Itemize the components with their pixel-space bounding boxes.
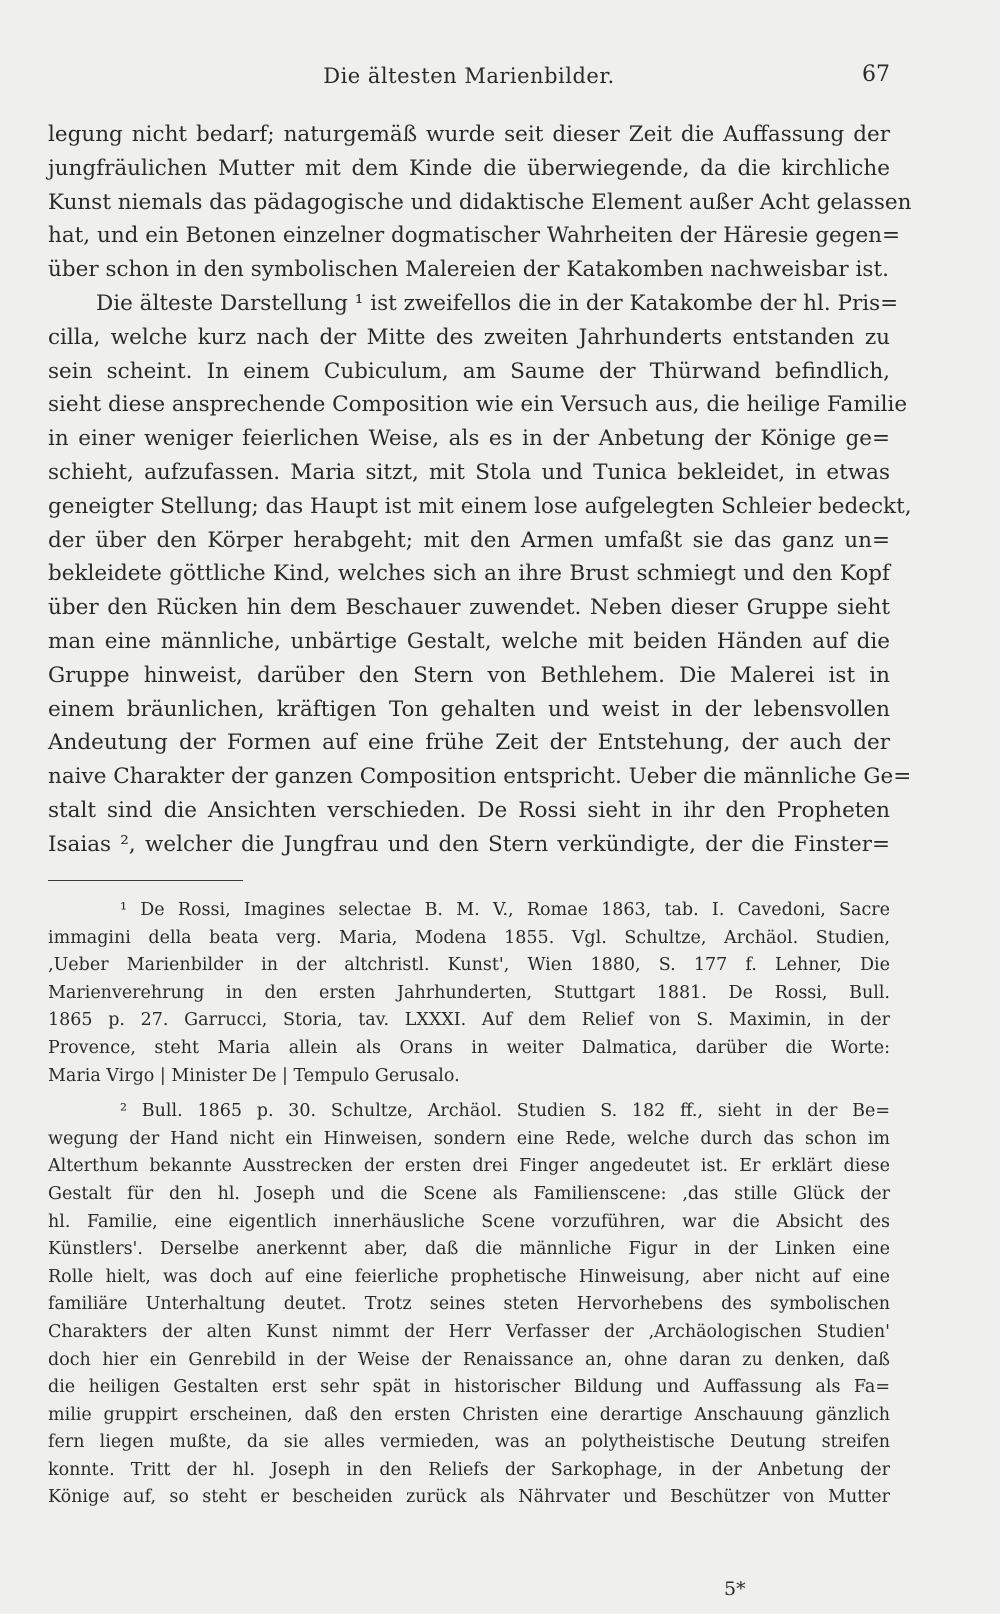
text-line: über den Rücken hin dem Beschauer zuwendet. Neben dieser Gruppe sieht [48,595,890,621]
footnote-line: 1865 p. 27. Garrucci, Storia, tav. LXXXI. Auf dem Relief von S. Maximin, in der [48,1010,890,1031]
text-line: sieht diese ansprechende Composition wie ein Versuch aus, die heilige Familie [48,392,908,418]
page-header [48,58,890,98]
text-line: in einer weniger feierlichen Weise, als es in der Anbetung der Könige ge= [48,426,890,452]
text-line: Gruppe hinweist, darüber den Stern von Bethlehem. Die Malerei ist in [48,662,890,688]
footnote-line: Provence, steht Maria allein als Orans in weiter Dalmatica, darüber die Worte: [48,1037,890,1058]
footnote-line: Charakters der alten Kunst nimmt der Herr Verfasser der ‚Archäologischen Studien' [48,1321,890,1342]
footnote-line: ² Bull. 1865 p. 30. Schultze, Archäol. Studien S. 182 ff., sieht in der Be= [120,1101,890,1122]
text-line: legung nicht bedarf; naturgemäß wurde seit dieser Zeit die Auffassung der [48,122,890,147]
footnote-line: die heiligen Gestalten erst sehr spät in historischer Bildung und Auffassung als Fa= [48,1377,890,1398]
footnote-line: konnte. Tritt der hl. Joseph in den Reliefs der Sarkophage, in der Anbetung der [48,1459,890,1480]
text-line: der über den Körper herabgeht; mit den Armen umfaßt sie das ganz un= [48,527,890,553]
text-line: cilla, welche kurz nach der Mitte des zweiten Jahrhunderts entstanden zu [48,324,890,350]
text-line: naive Charakter der ganzen Composition entspricht. Ueber die männliche Ge= [48,764,912,790]
page-number: 67 [862,62,890,87]
footnote-line: wegung der Hand nicht ein Hinweisen, sondern eine Rede, welche durch das schon im [48,1128,890,1149]
footnote-line: hl. Familie, eine eigentlich innerhäusliche Scene vorzuführen, war die Absicht des [48,1211,890,1232]
text-line: sein scheint. In einem Cubiculum, am Saume der Thürwand befindlich, [48,358,890,384]
running-title: Die ältesten Marienbilder. [323,64,615,88]
footnote-line: familiäre Unterhaltung deutet. Trotz seines steten Hervorhebens des symbolischen [48,1294,890,1315]
text-line: geneigter Stellung; das Haupt ist mit einem lose aufgelegten Schleier bedeckt, [48,493,912,519]
footnote-divider [48,880,243,881]
footnote-line: Könige auf, so steht er bescheiden zurück als Nährvater und Beschützer von Mutter [48,1487,890,1508]
text-line: bekleidete göttliche Kind, welches sich an ihre Brust schmiegt und den Kopf [48,561,890,587]
footnote-line: immagini della beata verg. Maria, Modena 1855. Vgl. Schultze, Archäol. Studien, [48,927,890,948]
text-line: man eine männliche, unbärtige Gestalt, welche mit beiden Händen auf die [48,628,890,654]
text-line: schieht, aufzufassen. Maria sitzt, mit Stola und Tunica bekleidet, in etwas [48,459,890,485]
footnote-line: fern liegen mußte, da sie alles vermieden, was an polytheistische Deutung streifen [48,1432,890,1453]
main-text [48,118,912,862]
text-line: Isaias ², welcher die Jungfrau und den Stern verkündigte, der die Finster= [48,831,890,857]
footnote-line: Gestalt für den hl. Joseph und die Scene als Familienscene: ‚das stille Glück der [48,1183,890,1204]
footnote-line: doch hier ein Genrebild in der Weise der Renaissance an, ohne daran zu denken, daß [48,1349,890,1370]
text-line: stalt sind die Ansichten verschieden. De Rossi sieht in ihr den Propheten [48,797,890,823]
footnote-line: Rolle hielt, was doch auf eine feierliche prophetische Hinweisung, aber nicht auf eine [48,1266,890,1287]
text-line: Andeutung der Formen auf eine frühe Zeit der Entstehung, der auch der [48,730,890,756]
signature-mark: 5* [724,1578,746,1600]
footnote-line: Künstlers'. Derselbe anerkennt aber, daß die männliche Figur in der Linken eine [48,1239,890,1260]
text-line: jungfräulichen Mutter mit dem Kinde die überwiegende, da die kirchliche [48,155,890,181]
footnote-line: Alterthum bekannte Ausstrecken der ersten drei Finger angedeutet ist. Er erklärt diese [48,1156,890,1177]
text-line: einem bräunlichen, kräftigen Ton gehalten und weist in der lebensvollen [48,696,890,722]
text-line: hat, und ein Betonen einzelner dogmatischer Wahrheiten der Häresie gegen= [48,223,901,249]
text-line: Die älteste Darstellung ¹ ist zweifellos die in der Katakombe der hl. Pris= [96,290,899,316]
footnote-line: Marienverehrung in den ersten Jahrhunderten, Stuttgart 1881. De Rossi, Bull. [48,982,890,1003]
text-line: über schon in den symbolischen Malereien der Katakomben nachweisbar ist. [48,257,889,283]
footnote-line: milie gruppirt erscheinen, daß den ersten Christen eine derartige Anschauung gänzlich [48,1404,890,1425]
footnote-line: ‚Ueber Marienbilder in der altchristl. Kunst', Wien 1880, S. 177 f. Lehner, Die [48,955,890,976]
text-line: Kunst niemals das pädagogische und didaktische Element außer Acht gelassen [48,189,912,215]
footnote-line: ¹ De Rossi, Imagines selectae B. M. V., Romae 1863, tab. I. Cavedoni, Sacre [120,900,890,920]
footnote-line: Maria Virgo | Minister De | Tempulo Gerusalo. [48,1065,460,1086]
footnotes [48,897,890,1512]
